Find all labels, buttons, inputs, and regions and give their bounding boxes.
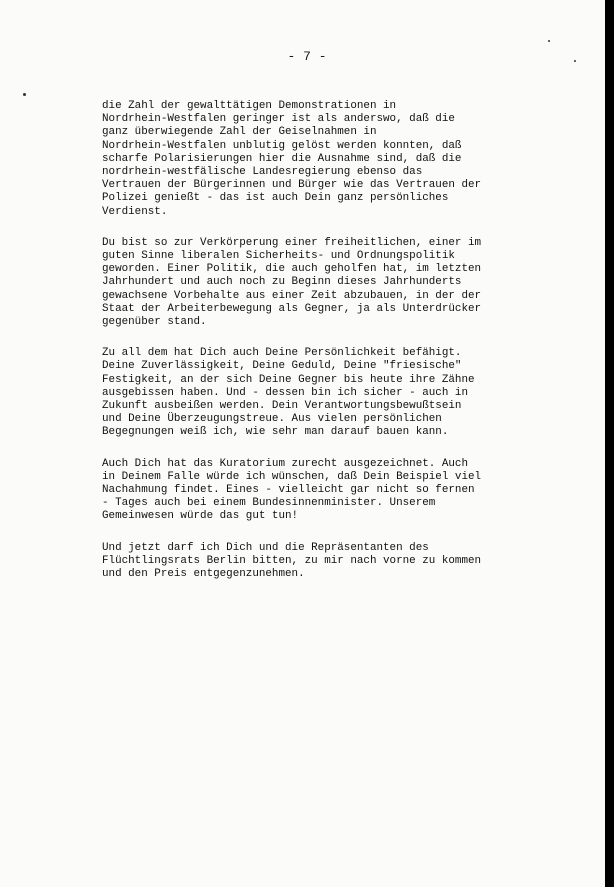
text-line: Zu all dem hat Dich auch Deine Persönlichkeit befähigt. xyxy=(102,347,462,360)
text-line: in Deinem Falle würde ich wünschen, daß Dein Beispiel viel xyxy=(102,470,482,483)
text-line: Zukunft ausbeißen werden. Dein Verantwortungsbewußtsein xyxy=(102,400,462,413)
paragraph xyxy=(102,347,522,439)
text-line: Polizei genießt - das ist auch Dein ganz persönliches xyxy=(102,192,449,205)
text-line: Nordrhein-Westfalen unblutig gelöst werden konnten, daß xyxy=(102,139,462,152)
text-line: Vertrauen der Bürgerinnen und Bürger wie das Vertrauen der xyxy=(102,179,482,192)
text-line: Verdienst. xyxy=(102,205,168,218)
text-line: ganz überwiegende Zahl der Geiselnahmen in xyxy=(102,126,377,139)
text-line: Und jetzt darf ich Dich und die Repräsentanten des xyxy=(102,541,429,554)
text-line: Begegnungen weiß ich, wie sehr man darauf bauen kann. xyxy=(102,426,449,439)
text-line: ausgebissen haben. Und - dessen bin ich sicher - auch in xyxy=(102,386,468,399)
text-line: Jahrhundert und auch noch zu Beginn dieses Jahrhunderts xyxy=(102,276,462,289)
text-line: guten Sinne liberalen Sicherheits- und Ordnungspolitik xyxy=(102,250,455,263)
text-line: Nordrhein-Westfalen geringer ist als anderswo, daß die xyxy=(102,113,455,126)
text-line: Du bist so zur Verkörperung einer freiheitlichen, einer im xyxy=(102,236,482,249)
paragraph xyxy=(102,100,522,219)
paragraph xyxy=(102,458,522,524)
text-line: nordrhein-westfälische Landesregierung ebenso das xyxy=(102,166,423,179)
page-number: - 7 - xyxy=(287,49,327,64)
text-line: und Deine Überzeugungstreue. Aus vielen persönlichen xyxy=(102,413,442,426)
text-line: Flüchtlingsrats Berlin bitten, zu mir nach vorne zu kommen xyxy=(102,554,482,567)
text-line: Festigkeit, an der sich Deine Gegner bis heute ihre Zähne xyxy=(102,373,475,386)
text-line: geworden. Einer Politik, die auch geholfen hat, im letzten xyxy=(102,263,482,276)
scan-speck xyxy=(548,40,550,42)
paragraph xyxy=(102,237,522,329)
text-line: Nachahmung findet. Eines - vielleicht gar nicht so fernen xyxy=(102,484,475,497)
scan-edge xyxy=(605,0,614,887)
text-line: die Zahl der gewalttätigen Demonstrationen in xyxy=(102,100,397,112)
text-line: Staat der Arbeiterbewegung als Gegner, ja als Unterdrücker xyxy=(102,302,482,315)
text-line: Auch Dich hat das Kuratorium zurecht ausgezeichnet. Auch xyxy=(102,457,468,470)
text-line: scharfe Polarisierungen hier die Ausnahme sind, daß die xyxy=(102,152,462,165)
text-line: Gemeinwesen würde das gut tun! xyxy=(102,510,299,523)
text-line: gewachsene Vorbehalte aus einer Zeit abzubauen, in der der xyxy=(102,289,482,302)
text-line: gegenüber stand. xyxy=(102,316,207,329)
text-line: Deine Zuverlässigkeit, Deine Geduld, Deine "friesische" xyxy=(102,360,462,373)
text-line: - Tages auch bei einem Bundesinnenminister. Unserem xyxy=(102,497,436,510)
scan-speck xyxy=(23,93,26,96)
letter-body xyxy=(102,100,522,599)
text-line: und den Preis entgegenzunehmen. xyxy=(102,568,305,581)
paragraph xyxy=(102,542,522,582)
